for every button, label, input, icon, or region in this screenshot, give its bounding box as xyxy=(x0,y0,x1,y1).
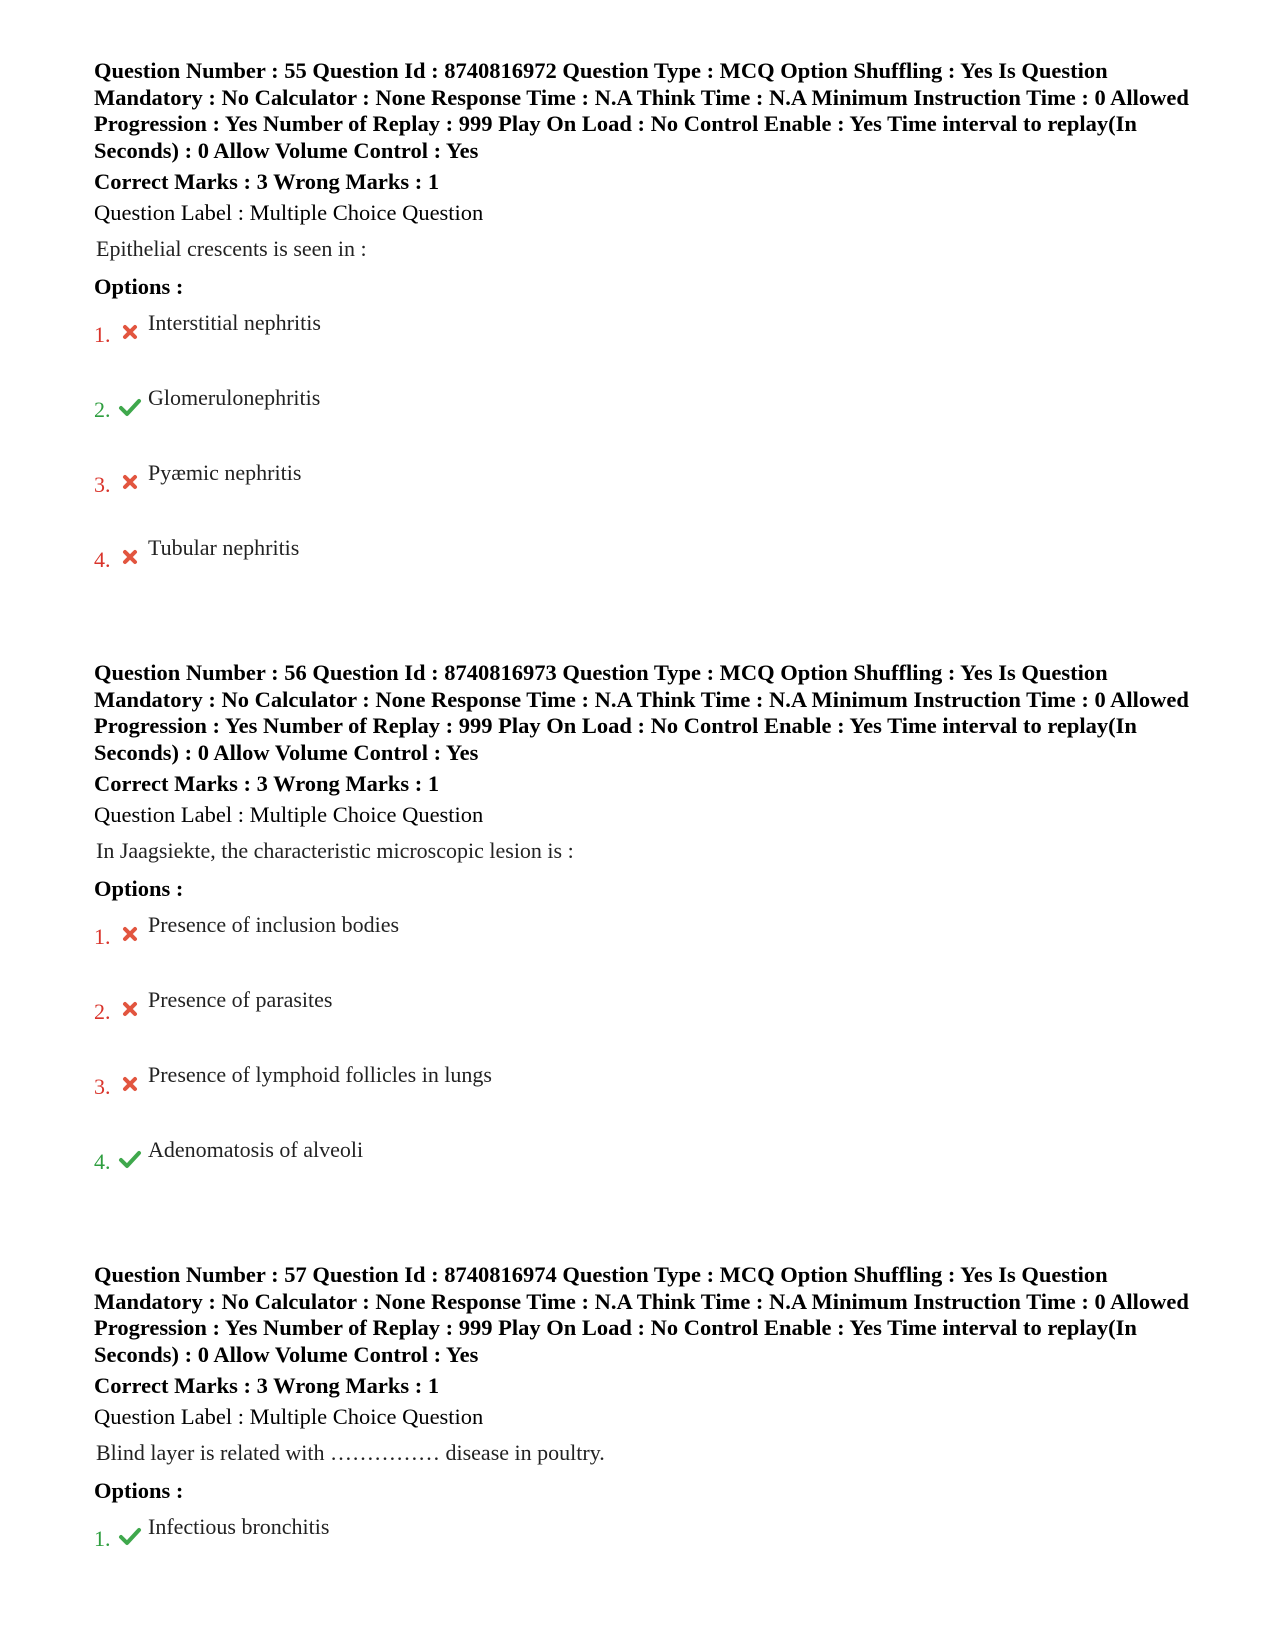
option-item xyxy=(94,1052,1204,1127)
question-marks: Correct Marks : 3 Wrong Marks : 1 xyxy=(94,169,440,194)
question-block-56 xyxy=(94,660,1204,1202)
question-meta: Question Number : 56 Question Id : 8740816973 Question Type : MCQ Option Shuffling : Yes Is Question Mandatory : No Calculator : None Response Time : N.A Think Time : N.A Minimum Instruction Time : 0 Allowed Progression : Yes Number of Replay : 999 Play On Load : No Control Enable : Yes Time interval to replay(In Seconds) : 0 Allow Volume Control : Yes xyxy=(94,660,1189,765)
option-item xyxy=(94,300,1204,375)
document-page xyxy=(94,58,1204,1579)
cross-icon xyxy=(118,1072,142,1096)
cross-icon xyxy=(118,922,142,946)
option-text: Presence of parasites xyxy=(148,987,333,1012)
options-title: Options : xyxy=(94,1478,184,1503)
option-number: 1. xyxy=(94,924,111,949)
question-label: Question Label : Multiple Choice Question xyxy=(94,1404,484,1429)
cross-icon xyxy=(118,320,142,344)
option-text: Presence of inclusion bodies xyxy=(148,912,400,937)
question-block-57 xyxy=(94,1262,1204,1579)
spacer xyxy=(94,600,1204,660)
check-icon xyxy=(118,1147,142,1171)
option-number: 4. xyxy=(94,547,111,572)
options-title: Options : xyxy=(94,274,184,299)
option-number: 1. xyxy=(94,1526,111,1551)
option-item xyxy=(94,450,1204,525)
question-marks: Correct Marks : 3 Wrong Marks : 1 xyxy=(94,1373,440,1398)
option-text: Presence of lymphoid follicles in lungs xyxy=(148,1062,492,1087)
option-text: Adenomatosis of alveoli xyxy=(148,1137,364,1162)
option-number: 3. xyxy=(94,1074,111,1099)
option-number: 2. xyxy=(94,999,111,1024)
cross-icon xyxy=(118,545,142,569)
option-text: Tubular nephritis xyxy=(148,535,300,560)
question-label: Question Label : Multiple Choice Question xyxy=(94,802,484,827)
question-marks: Correct Marks : 3 Wrong Marks : 1 xyxy=(94,771,440,796)
option-text: Interstitial nephritis xyxy=(148,310,321,335)
question-text: Blind layer is related with …………… disease in poultry. xyxy=(96,1440,605,1465)
option-number: 1. xyxy=(94,322,111,347)
question-text: Epithelial crescents is seen in : xyxy=(96,236,367,261)
option-item xyxy=(94,977,1204,1052)
question-text: In Jaagsiekte, the characteristic microscopic lesion is : xyxy=(96,838,574,863)
cross-icon xyxy=(118,470,142,494)
option-text: Infectious bronchitis xyxy=(148,1514,330,1539)
option-number: 3. xyxy=(94,472,111,497)
question-meta: Question Number : 55 Question Id : 8740816972 Question Type : MCQ Option Shuffling : Yes Is Question Mandatory : No Calculator : None Response Time : N.A Think Time : N.A Minimum Instruction Time : 0 Allowed Progression : Yes Number of Replay : 999 Play On Load : No Control Enable : Yes Time interval to replay(In Seconds) : 0 Allow Volume Control : Yes xyxy=(94,58,1189,163)
cross-icon xyxy=(118,997,142,1021)
option-item xyxy=(94,1504,1204,1579)
option-item xyxy=(94,902,1204,977)
check-icon xyxy=(118,1524,142,1548)
question-block-55 xyxy=(94,58,1204,600)
question-meta: Question Number : 57 Question Id : 8740816974 Question Type : MCQ Option Shuffling : Yes Is Question Mandatory : No Calculator : None Response Time : N.A Think Time : N.A Minimum Instruction Time : 0 Allowed Progression : Yes Number of Replay : 999 Play On Load : No Control Enable : Yes Time interval to replay(In Seconds) : 0 Allow Volume Control : Yes xyxy=(94,1262,1189,1367)
option-number: 2. xyxy=(94,397,111,422)
option-item xyxy=(94,1127,1204,1202)
option-text: Pyæmic nephritis xyxy=(148,460,302,485)
option-text: Glomerulonephritis xyxy=(148,385,321,410)
option-item xyxy=(94,375,1204,450)
question-label: Question Label : Multiple Choice Question xyxy=(94,200,484,225)
check-icon xyxy=(118,395,142,419)
option-number: 4. xyxy=(94,1149,111,1174)
options-title: Options : xyxy=(94,876,184,901)
option-item xyxy=(94,525,1204,600)
spacer xyxy=(94,1202,1204,1262)
